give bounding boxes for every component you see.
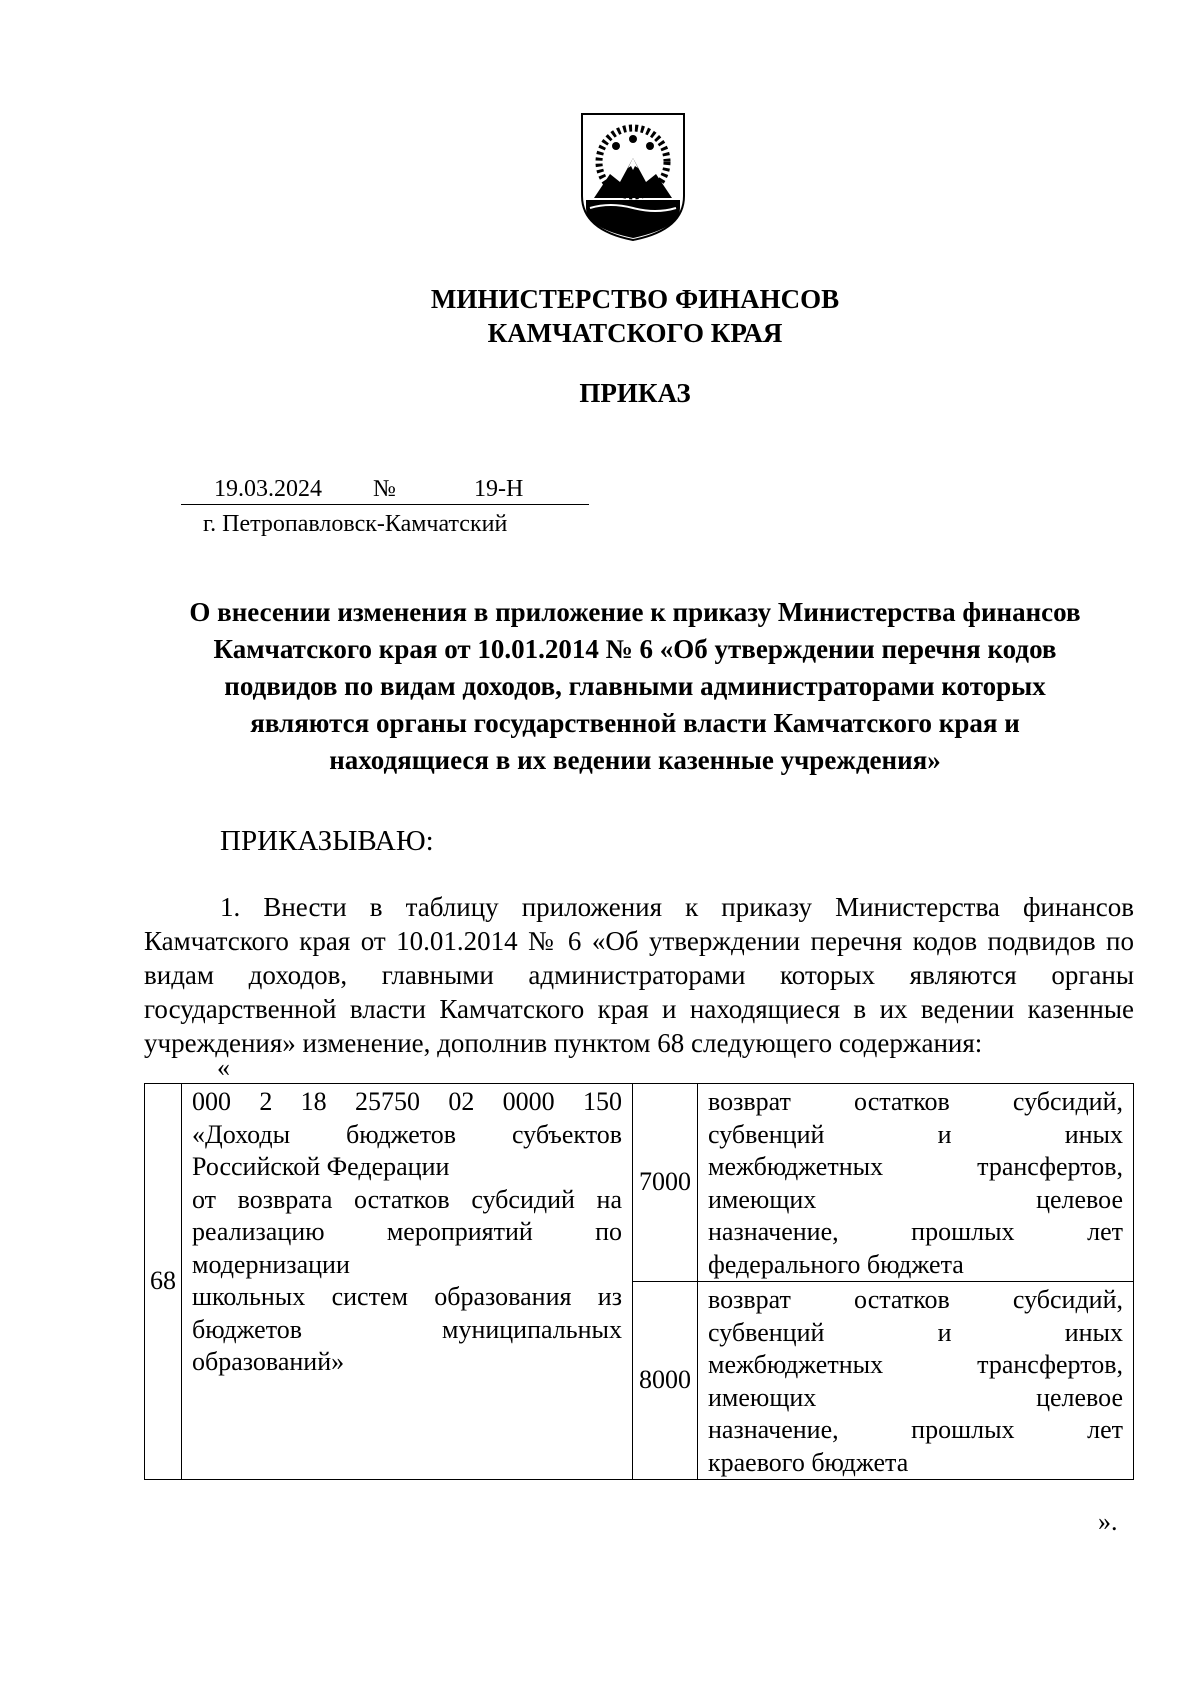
desc-line: межбюджетных трансфертов, bbox=[708, 1350, 1123, 1379]
subcode-cell: 7000 bbox=[633, 1084, 698, 1282]
kbk-cell bbox=[182, 1084, 633, 1480]
kbk-line: школьных систем образования из bbox=[192, 1282, 622, 1311]
desc-line: федерального бюджета bbox=[708, 1249, 964, 1279]
desc-line: краевого бюджета bbox=[708, 1447, 909, 1477]
amendment-table bbox=[144, 1083, 1134, 1480]
desc-line: имеющих целевое bbox=[708, 1382, 1123, 1412]
org-line-1: МИНИСТЕРСТВО ФИНАНСОВ bbox=[430, 284, 840, 314]
kbk-line: Российской Федерации bbox=[192, 1152, 450, 1181]
table-close-quote: ». bbox=[1098, 1507, 1118, 1536]
document-type: ПРИКАЗ bbox=[579, 378, 691, 408]
date-underline bbox=[181, 504, 589, 505]
kbk-line: «Доходы бюджетов субъектов bbox=[192, 1119, 622, 1149]
subject-line-1: О внесении изменения в приложение к приказу Министерства финансов bbox=[189, 597, 1081, 627]
fire-right bbox=[646, 142, 654, 150]
subject-line-5: находящиеся в их ведении казенные учреждения» bbox=[329, 745, 941, 775]
desc-line: возврат остатков субсидий, bbox=[708, 1087, 1123, 1116]
organization-name bbox=[0, 282, 1200, 350]
kamchatka-coat-of-arms-emblem bbox=[580, 112, 686, 242]
decree-heading: ПРИКАЗЫВАЮ: bbox=[220, 825, 434, 857]
kbk-line: образований» bbox=[192, 1347, 345, 1376]
description-cell bbox=[698, 1084, 1134, 1282]
desc-line: субвенций и иных bbox=[708, 1119, 1123, 1149]
desc-line: назначение, прошлых лет bbox=[708, 1415, 1123, 1444]
order-date: 19.03.2024 bbox=[214, 476, 322, 502]
kbk-line: реализацию мероприятий по bbox=[192, 1217, 622, 1246]
desc-line: назначение, прошлых лет bbox=[708, 1217, 1123, 1246]
desc-line: межбюджетных трансфертов, bbox=[708, 1152, 1123, 1181]
desc-line: субвенций и иных bbox=[708, 1317, 1123, 1347]
kbk-line: 000 2 18 25750 02 0000 150 bbox=[192, 1087, 622, 1116]
city: г. Петропавловск-Камчатский bbox=[203, 511, 508, 537]
kbk-line: модернизации bbox=[192, 1249, 350, 1279]
row-number-cell: 68 bbox=[145, 1084, 182, 1480]
fire-left bbox=[612, 142, 620, 150]
order-subject bbox=[140, 594, 1130, 779]
kbk-line: бюджетов муниципальных bbox=[192, 1314, 622, 1344]
subject-line-2: Камчатского края от 10.01.2014 № 6 «Об утверждении перечня кодов bbox=[213, 634, 1057, 664]
description-cell bbox=[698, 1282, 1134, 1480]
kbk-line: от возврата остатков субсидий на bbox=[192, 1184, 622, 1214]
desc-line: возврат остатков субсидий, bbox=[708, 1285, 1123, 1314]
paragraph-1: 1. Внести в таблицу приложения к приказу Министерства финансов Камчатского края от 10.01.2014 № 6 «Об утверждении перечня кодов подвидов по видам доходов, главными администраторами которых являются органы государственной власти Камчатского края и находящиеся в их ведении казенные учреждения» изменение, дополнив пунктом 68 следующего содержания: bbox=[144, 892, 1134, 1058]
number-sign: № bbox=[373, 476, 396, 502]
order-number: 19-Н bbox=[474, 476, 524, 502]
subject-line-3: подвидов по видам доходов, главными администраторами которых bbox=[224, 671, 1046, 701]
org-line-2: КАМЧАТСКОГО КРАЯ bbox=[487, 318, 783, 348]
table-open-quote: « bbox=[217, 1053, 230, 1082]
table-row bbox=[145, 1084, 1134, 1282]
subcode-cell: 8000 bbox=[633, 1282, 698, 1480]
subject-line-4: являются органы государственной власти Камчатского края и bbox=[250, 708, 1020, 738]
fire-mid bbox=[629, 135, 637, 143]
desc-line: имеющих целевое bbox=[708, 1184, 1123, 1214]
